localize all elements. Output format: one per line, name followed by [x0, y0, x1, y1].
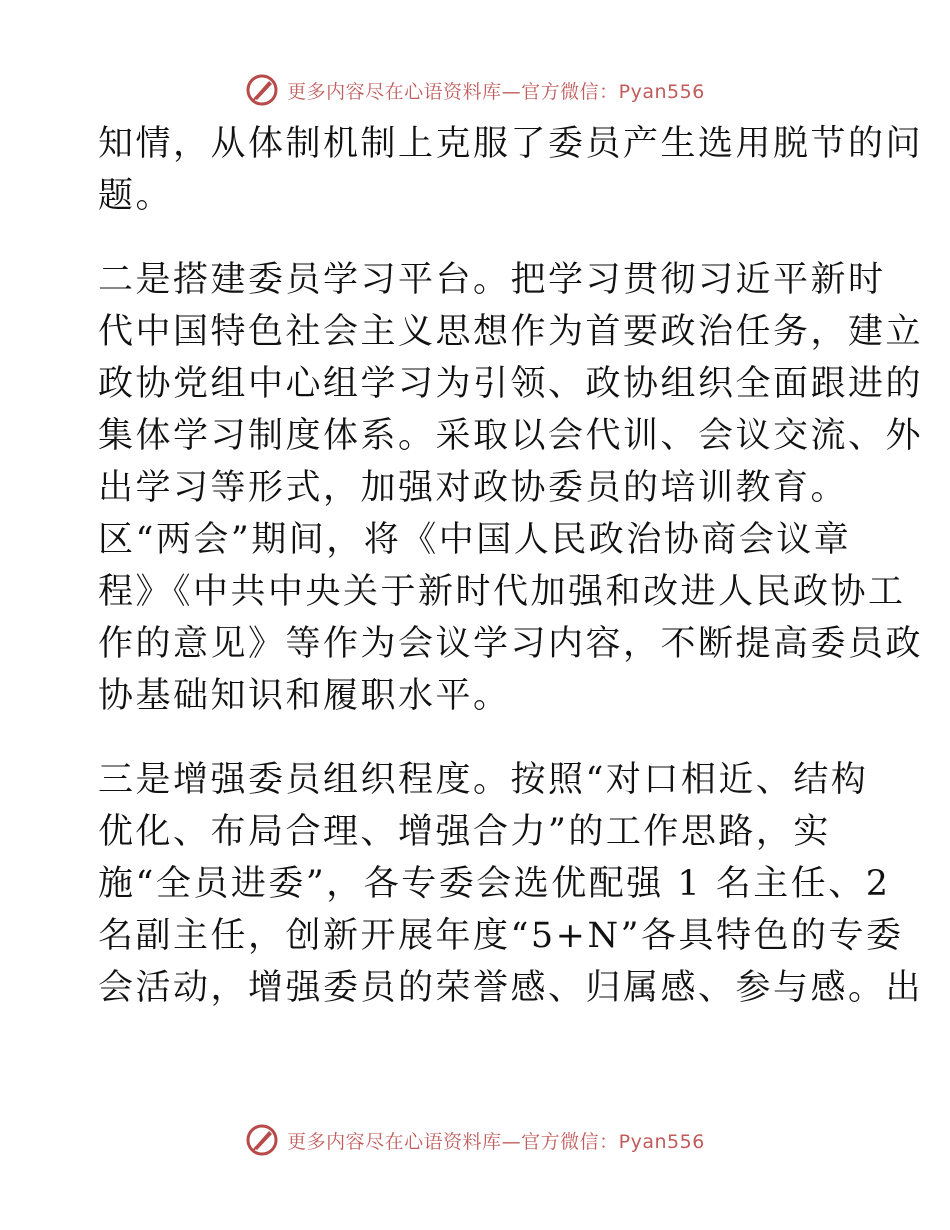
text-line: 出学习等形式，加强对政协委员的培训教育。 [98, 468, 849, 508]
footer-watermark [0, 1120, 950, 1160]
document-body [98, 118, 924, 1014]
text-line: 优化、布局合理、增强合力”的工作思路，实 [98, 812, 831, 852]
text-line: 区“两会”期间，将《中国人民政治协商会议章 [98, 520, 852, 560]
paragraph [98, 254, 924, 722]
text-line: 政协党组中心组学习为引领、政协组织全面跟进的 [98, 364, 924, 404]
text-line: 作的意见》等作为会议学习内容，不断提高委员政 [98, 624, 924, 664]
text-line: 二是搭建委员学习平台。把学习贯彻习近平新时 [98, 260, 886, 300]
text-line: 代中国特色社会主义思想作为首要政治任务，建立 [98, 312, 924, 352]
paragraph [98, 754, 924, 1014]
text-line: 题。 [98, 176, 174, 216]
text-line: 会活动，增强委员的荣誉感、归属感、参与感。出 [98, 968, 924, 1008]
watermark-text: 更多内容尽在心语资料库—官方微信：Pyan556 [287, 80, 705, 103]
text-line: 协基础知识和履职水平。 [98, 676, 511, 716]
paragraph [98, 118, 924, 222]
header-watermark [0, 70, 950, 110]
watermark-text: 更多内容尽在心语资料库—官方微信：Pyan556 [287, 1130, 705, 1153]
text-line: 施“全员进委”，各专委会选优配强 1 名主任、2 [98, 864, 891, 904]
text-line: 集体学习制度体系。采取以会代训、会议交流、外 [98, 416, 924, 456]
text-line: 三是增强委员组织程度。按照“对口相近、结构 [98, 760, 869, 800]
text-line: 名副主任，创新开展年度“5+N”各具特色的专委 [98, 916, 904, 956]
quill-pen-logo-icon [245, 1123, 279, 1157]
text-line: 程》《中共中央关于新时代加强和改进人民政协工 [98, 572, 906, 612]
quill-pen-logo-icon [245, 73, 279, 107]
text-line: 知情，从体制机制上克服了委员产生选用脱节的问 [98, 124, 924, 164]
